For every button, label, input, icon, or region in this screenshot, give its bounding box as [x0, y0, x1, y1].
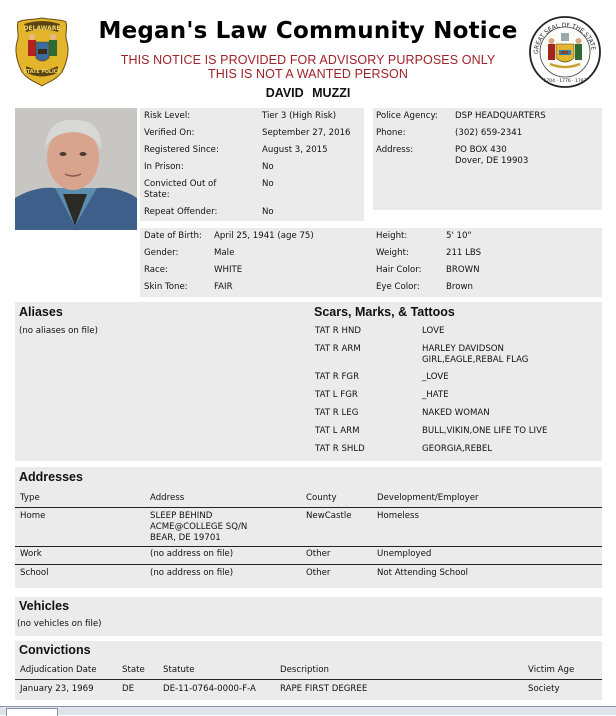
conviction-date: January 23, 1969: [20, 684, 94, 694]
conviction-state: DE: [122, 684, 135, 694]
smt-code: TAT L FGR: [315, 390, 358, 400]
col-address-header: Address: [150, 493, 185, 503]
badge-text-bottom: STATE POLICE: [23, 70, 61, 75]
addresses-panel: [15, 467, 602, 588]
address-employer: Homeless: [377, 511, 420, 521]
vehicles-empty: (no vehicles on file): [17, 619, 102, 629]
agency-phone-label: Phone:: [376, 128, 406, 138]
address-employer: Not Attending School: [377, 568, 468, 578]
smt-description-line2: GIRL,EAGLE,REBAL FLAG: [422, 355, 529, 365]
convicted-out-of-state-label: Convicted Out of State:: [144, 179, 217, 200]
divider: [15, 546, 602, 547]
in-prison-label: In Prison:: [144, 162, 184, 172]
smt-code: TAT R SHLD: [315, 444, 365, 454]
col-employer-header: Development/Employer: [377, 493, 479, 503]
gender-label: Gender:: [144, 248, 179, 258]
conviction-statute: DE-11-0764-0000-F-A: [163, 684, 256, 694]
address-type: Work: [20, 549, 42, 559]
badge-text-top: DELAWARE: [23, 25, 61, 32]
page-title: Megan's Law Community Notice: [98, 18, 518, 44]
smt-heading: Scars, Marks, & Tattoos: [314, 305, 455, 319]
seal-years: 1704 · 1776 · 1787: [543, 79, 587, 84]
address-employer: Unemployed: [377, 549, 432, 559]
great-seal-of-delaware: [528, 14, 602, 90]
aliases-smt-panel: [15, 302, 602, 461]
hair-color-value: BROWN: [446, 265, 480, 275]
agency-phone-value: (302) 659-2341: [455, 128, 523, 138]
gender-value: Male: [214, 248, 235, 258]
offender-name: DAVID MUZZI: [265, 86, 351, 100]
registered-since-value: August 3, 2015: [262, 145, 328, 155]
conviction-victim-age: Society: [528, 684, 560, 694]
smt-description: NAKED WOMAN: [422, 408, 490, 418]
convictions-heading: Convictions: [19, 643, 91, 657]
address-line: SLEEP BEHIND: [150, 511, 213, 521]
advisory-warning: THIS NOTICE IS PROVIDED FOR ADVISORY PURPOSES ONLY: [120, 53, 496, 67]
agency-panel: [373, 108, 602, 210]
race-label: Race:: [144, 265, 168, 275]
smt-code: TAT R LEG: [315, 408, 359, 418]
weight-value: 211 LBS: [446, 248, 482, 258]
address-county: NewCastle: [306, 511, 352, 521]
address-type: School: [20, 568, 49, 578]
smt-description: GEORGIA,REBEL: [422, 444, 493, 454]
address-county: Other: [306, 568, 331, 578]
seal-ring-text: GREAT SEAL OF THE STATE: [532, 21, 597, 55]
vehicles-panel: [15, 597, 602, 636]
col-victim-age-header: Victim Age: [528, 665, 575, 675]
eye-color-value: Brown: [446, 282, 473, 292]
repeat-offender-value: No: [262, 207, 274, 217]
eye-color-label: Eye Color:: [376, 282, 420, 292]
skin-tone-value: FAIR: [214, 282, 233, 292]
smt-code: TAT L ARM: [315, 426, 360, 436]
col-adjudication-date-header: Adjudication Date: [20, 665, 97, 675]
status-panel: [140, 108, 364, 221]
not-wanted-warning: THIS IS NOT A WANTED PERSON: [208, 67, 408, 81]
address-line: (no address on file): [150, 568, 234, 578]
smt-description: LOVE: [422, 326, 445, 336]
police-agency-label: Police Agency:: [376, 111, 438, 121]
addresses-heading: Addresses: [19, 470, 83, 484]
address-county: Other: [306, 549, 331, 559]
verified-on-label: Verified On:: [144, 128, 195, 138]
weight-label: Weight:: [376, 248, 409, 258]
race-value: WHITE: [214, 265, 243, 275]
conviction-description: RAPE FIRST DEGREE: [280, 684, 368, 694]
col-county-header: County: [306, 493, 337, 503]
divider: [15, 679, 602, 680]
dob-label: Date of Birth:: [144, 231, 202, 241]
smt-description: HARLEY DAVIDSON: [422, 344, 504, 354]
vehicles-heading: Vehicles: [19, 599, 70, 613]
address-line: ACME@COLLEGE SQ/N: [150, 522, 248, 532]
col-state-header: State: [122, 665, 145, 675]
aliases-heading: Aliases: [19, 305, 63, 319]
offender-photo: [15, 108, 137, 230]
agency-address-label: Address:: [376, 145, 414, 155]
col-statute-header: Statute: [163, 665, 195, 675]
convictions-panel: [15, 641, 602, 700]
smt-code: TAT R FGR: [315, 372, 360, 382]
smt-description: _HATE: [422, 390, 449, 400]
address-line: BEAR, DE 19701: [150, 533, 221, 543]
col-description-header: Description: [280, 665, 329, 675]
police-agency-value: DSP HEADQUARTERS: [455, 111, 546, 121]
risk-level-value: Tier 3 (High Risk): [262, 111, 337, 121]
physical-description-panel: [140, 228, 602, 297]
repeat-offender-label: Repeat Offender:: [144, 207, 218, 217]
convicted-out-of-state-value: No: [262, 179, 274, 189]
address-line: (no address on file): [150, 549, 234, 559]
in-prison-value: No: [262, 162, 274, 172]
smt-code: TAT R ARM: [315, 344, 361, 354]
hair-color-label: Hair Color:: [376, 265, 422, 275]
divider: [15, 564, 602, 565]
risk-level-label: Risk Level:: [144, 111, 191, 121]
smt-code: TAT R HND: [315, 326, 361, 336]
col-type-header: Type: [20, 493, 40, 503]
agency-address-line2: Dover, DE 19903: [455, 156, 529, 166]
skin-tone-label: Skin Tone:: [144, 282, 188, 292]
verified-on-value: September 27, 2016: [262, 128, 351, 138]
registered-since-label: Registered Since:: [144, 145, 219, 155]
dob-value: April 25, 1941 (age 75): [214, 231, 314, 241]
height-value: 5' 10": [446, 231, 472, 241]
agency-address-line1: PO BOX 430: [455, 145, 507, 155]
height-label: Height:: [376, 231, 408, 241]
smt-description: _LOVE: [422, 372, 449, 382]
aliases-empty: (no aliases on file): [19, 326, 98, 336]
address-type: Home: [20, 511, 46, 521]
smt-description: BULL,VIKIN,ONE LIFE TO LIVE: [422, 426, 548, 436]
divider: [15, 507, 602, 508]
sheet-tab[interactable]: [6, 708, 58, 716]
